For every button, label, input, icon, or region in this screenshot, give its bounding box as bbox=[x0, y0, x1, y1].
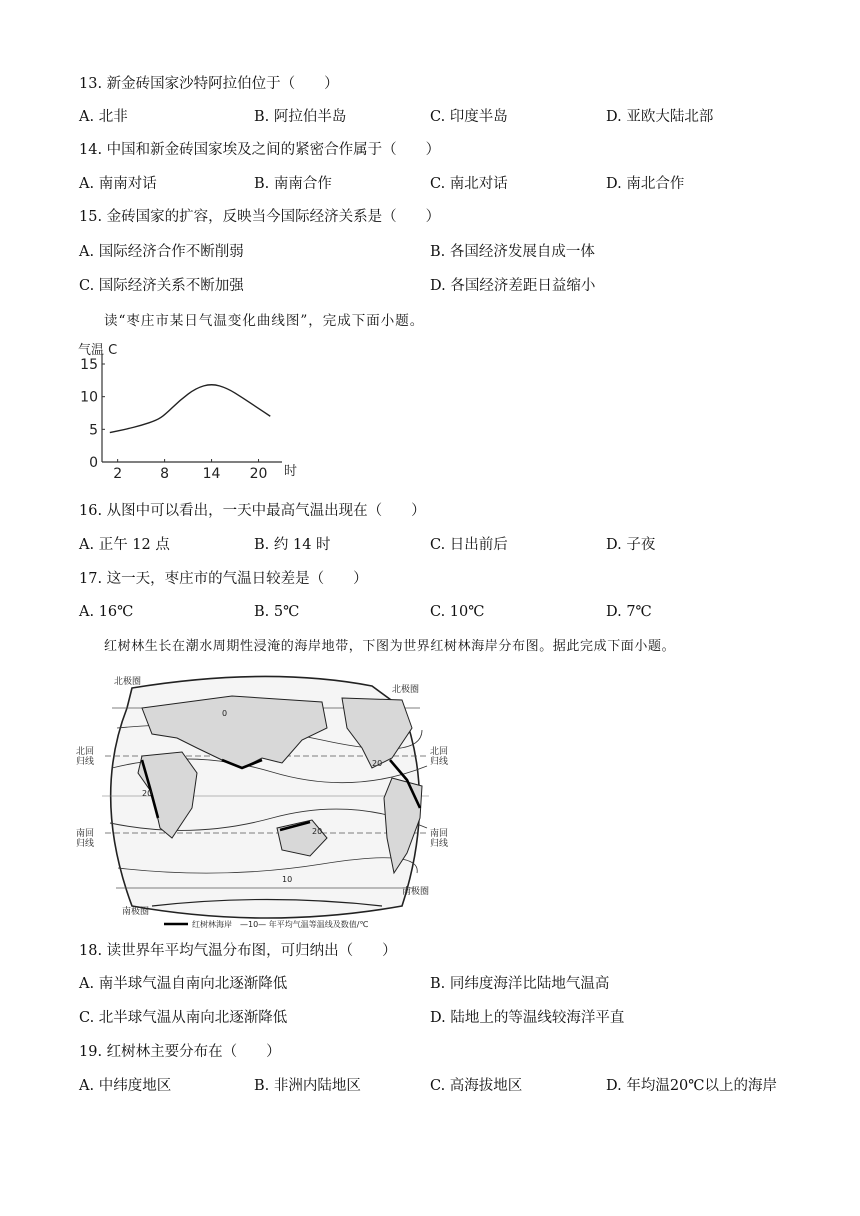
y-tick-label: 10 bbox=[80, 389, 98, 406]
x-tick-label: 14 bbox=[202, 466, 221, 480]
temperature-line bbox=[110, 385, 270, 433]
q13-stem: 13. 新金砖国家沙特阿拉伯位于（ ） bbox=[79, 76, 339, 92]
q17-option-c[interactable]: C. 10℃ bbox=[430, 604, 485, 620]
q18-stem: 18. 读世界年平均气温分布图，可归纳出（ ） bbox=[79, 943, 397, 959]
y-tick-label: 5 bbox=[89, 422, 98, 439]
map-legend: 红树林海岸 —10— 年平均气温等温线及数值/℃ bbox=[192, 920, 369, 929]
q18-option-b[interactable]: B. 同纬度海洋比陆地气温高 bbox=[430, 976, 610, 992]
q17-stem: 17. 这一天，枣庄市的气温日较差是（ ） bbox=[79, 571, 368, 587]
q19-option-d[interactable]: D. 年均温20℃以上的海岸 bbox=[606, 1078, 777, 1094]
temperature-chart bbox=[76, 340, 306, 480]
y-tick-label: 0 bbox=[89, 455, 98, 471]
q13-option-b[interactable]: B. 阿拉伯半岛 bbox=[254, 109, 347, 125]
q14-option-d[interactable]: D. 南北合作 bbox=[606, 176, 685, 192]
q15-option-d[interactable]: D. 各国经济差距日益缩小 bbox=[430, 278, 596, 294]
y-axis-label: 气温 C bbox=[78, 343, 118, 358]
world-mangrove-map bbox=[72, 668, 462, 933]
q19-stem: 19. 红树林主要分布在（ ） bbox=[79, 1044, 281, 1060]
x-tick-label: 8 bbox=[160, 466, 170, 480]
q14-stem: 14. 中国和新金砖国家埃及之间的紧密合作属于（ ） bbox=[79, 142, 441, 158]
x-axis-label: 时 bbox=[284, 464, 298, 479]
q13-option-c[interactable]: C. 印度半岛 bbox=[430, 109, 508, 125]
q14-option-c[interactable]: C. 南北对话 bbox=[430, 176, 508, 192]
q19-option-c[interactable]: C. 高海拔地区 bbox=[430, 1078, 523, 1094]
q18-option-d[interactable]: D. 陆地上的等温线较海洋平直 bbox=[430, 1010, 625, 1026]
label-tropic-cancer-left: 北回归线 bbox=[76, 747, 95, 767]
q14-option-a[interactable]: A. 南南对话 bbox=[79, 176, 157, 192]
q16-option-c[interactable]: C. 日出前后 bbox=[430, 537, 508, 553]
isotherm-label: 0 bbox=[222, 709, 228, 718]
x-tick-label: 20 bbox=[249, 466, 268, 480]
isotherm-label: 20 bbox=[372, 759, 383, 768]
q16-option-a[interactable]: A. 正午 12 点 bbox=[79, 537, 170, 553]
x-tick-label: 2 bbox=[113, 466, 123, 480]
q19-option-b[interactable]: B. 非洲内陆地区 bbox=[254, 1078, 361, 1094]
q13-option-a[interactable]: A. 北非 bbox=[79, 109, 128, 125]
q14-option-b[interactable]: B. 南南合作 bbox=[254, 176, 332, 192]
q16-option-b[interactable]: B. 约 14 时 bbox=[254, 537, 331, 553]
q15-stem: 15. 金砖国家的扩容，反映当今国际经济关系是（ ） bbox=[79, 209, 441, 225]
label-arctic-left: 北极圈 bbox=[114, 677, 142, 687]
y-tick-label: 15 bbox=[80, 357, 98, 373]
isotherm-label: 20 bbox=[312, 827, 323, 836]
q18-option-c[interactable]: C. 北半球气温从南向北逐渐降低 bbox=[79, 1010, 288, 1026]
q15-option-c[interactable]: C. 国际经济关系不断加强 bbox=[79, 278, 244, 294]
q15-option-a[interactable]: A. 国际经济合作不断削弱 bbox=[79, 244, 244, 260]
isotherm-label: 20 bbox=[142, 789, 153, 798]
label-tropic-capricorn-right: 南回归线 bbox=[430, 829, 449, 849]
q15-option-b[interactable]: B. 各国经济发展自成一体 bbox=[430, 244, 595, 260]
q13-option-d[interactable]: D. 亚欧大陆北部 bbox=[606, 109, 714, 125]
label-arctic-right: 北极圈 bbox=[392, 685, 420, 695]
q17-option-d[interactable]: D. 7℃ bbox=[606, 604, 652, 620]
mangrove-intro: 红树林生长在潮水周期性浸淹的海岸地带，下图为世界红树林海岸分布图。据此完成下面小题。 bbox=[104, 639, 676, 654]
temperature-intro: 读“枣庄市某日气温变化曲线图”，完成下面小题。 bbox=[104, 313, 425, 329]
q18-option-a[interactable]: A. 南半球气温自南向北逐渐降低 bbox=[79, 976, 288, 992]
chart-axes bbox=[102, 354, 282, 462]
isotherm-label: 10 bbox=[282, 875, 293, 884]
q17-option-b[interactable]: B. 5℃ bbox=[254, 604, 300, 620]
q19-option-a[interactable]: A. 中纬度地区 bbox=[79, 1078, 172, 1094]
label-tropic-capricorn-left: 南回归线 bbox=[76, 829, 95, 849]
q17-option-a[interactable]: A. 16℃ bbox=[79, 604, 134, 620]
label-antarctic-left: 南极圈 bbox=[122, 907, 150, 917]
q16-stem: 16. 从图中可以看出，一天中最高气温出现在（ ） bbox=[79, 503, 426, 519]
label-antarctic-right: 南极圈 bbox=[402, 887, 430, 897]
q16-option-d[interactable]: D. 子夜 bbox=[606, 537, 656, 553]
label-tropic-cancer-right: 北回归线 bbox=[430, 747, 449, 767]
